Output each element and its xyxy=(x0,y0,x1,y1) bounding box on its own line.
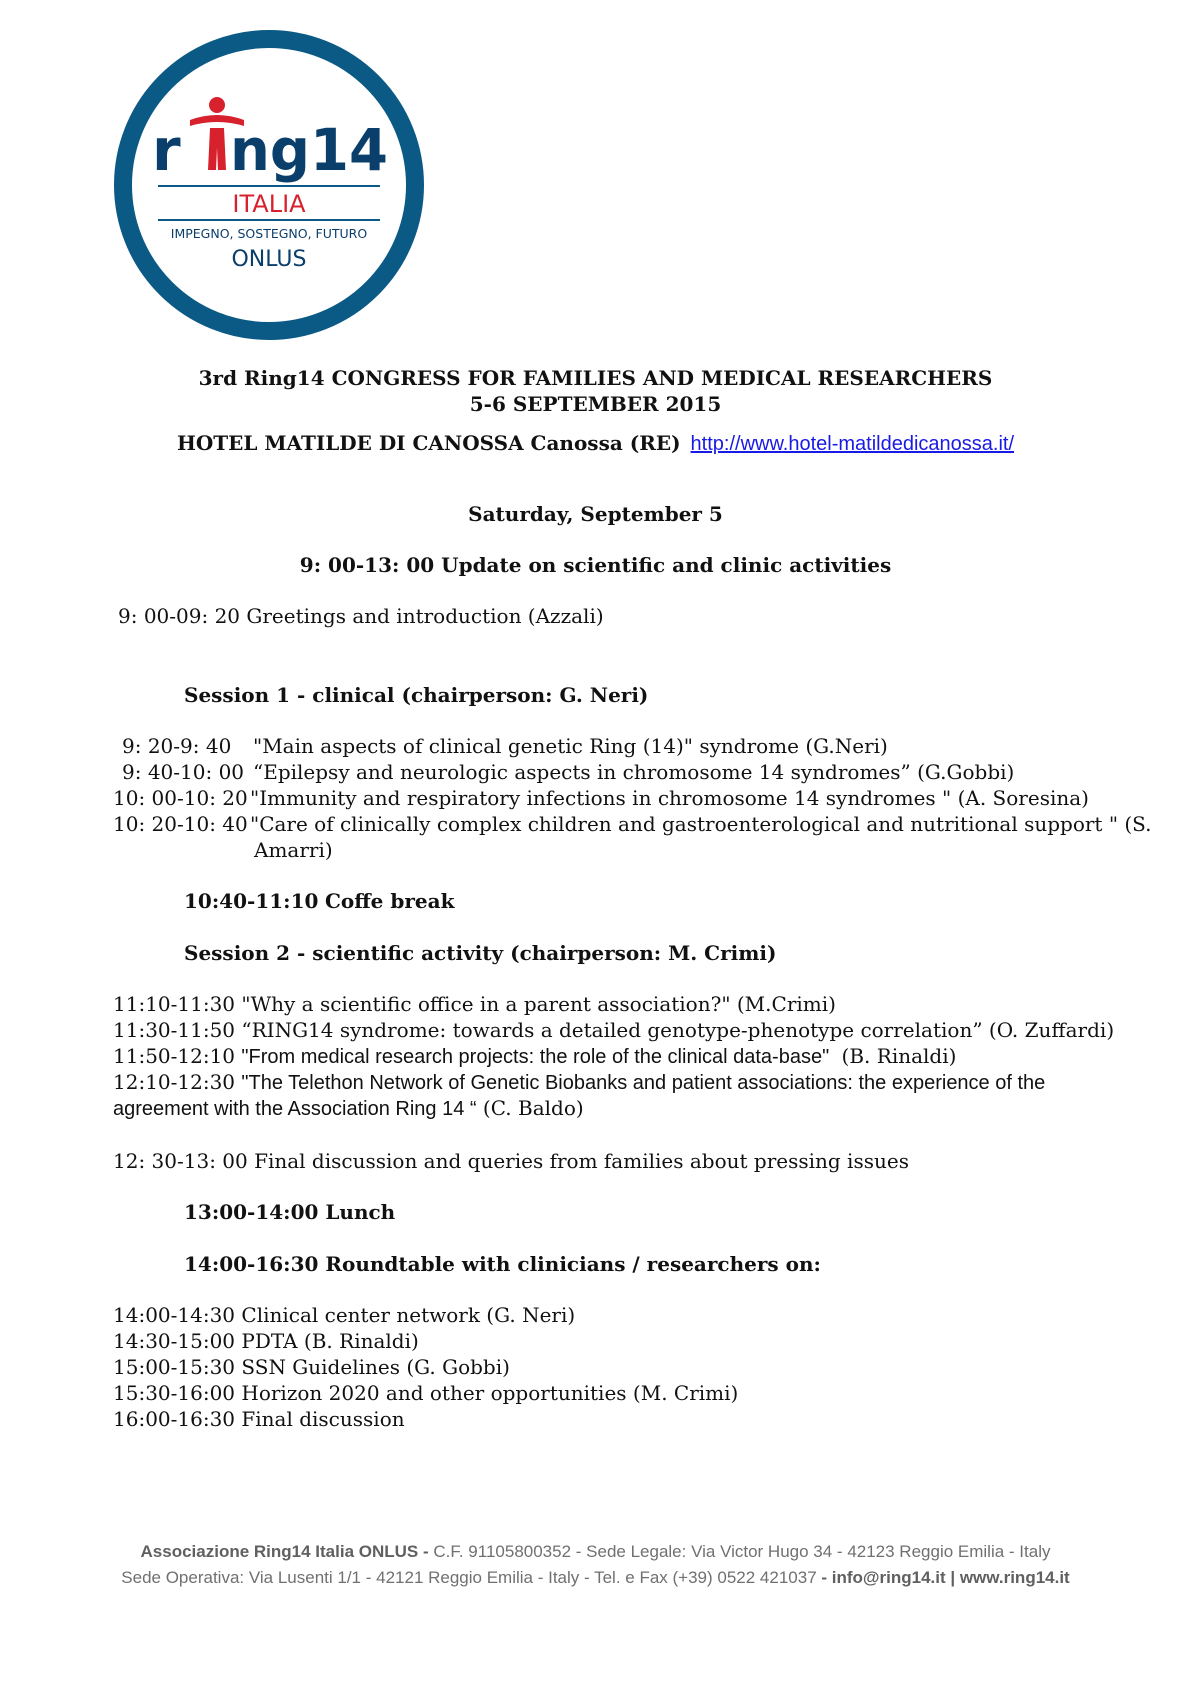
item-time: 11:50-12:10 xyxy=(113,1044,236,1068)
item-text: "Why a scientific office in a parent association?" (M.Crimi) xyxy=(241,992,836,1016)
item-author: (C. Baldo) xyxy=(482,1096,584,1120)
item-time: 9: 20-9: 40 xyxy=(122,734,232,758)
morning-block-heading: 9: 00-13: 00 Update on scientific and clinic activities xyxy=(299,553,892,577)
item-text: “RING14 syndrome: towards a detailed genotype-phenotype correlation” (O. Zuffardi) xyxy=(241,1018,1115,1042)
roundtable-item: 15:30-16:00 Horizon 2020 and other opportunities (M. Crimi) xyxy=(113,1381,739,1405)
session2-title: Session 2 - scientific activity (chairperson: M. Crimi) xyxy=(184,941,777,965)
session1-item xyxy=(122,734,888,758)
logo-brand-left: r xyxy=(152,116,181,184)
day-heading: Saturday, September 5 xyxy=(468,502,723,526)
venue-line xyxy=(0,431,1191,456)
item-author: (B. Rinaldi) xyxy=(841,1044,957,1068)
footer-legal-address: C.F. 91105800352 - Sede Legale: Via Victor Hugo 34 - 42123 Reggio Emilia - Italy xyxy=(428,1542,1051,1561)
item-time: 11:30-11:50 xyxy=(113,1018,236,1042)
final-discussion-item: 12: 30-13: 00 Final discussion and queries from families about pressing issues xyxy=(113,1149,909,1173)
item-time: 9: 40-10: 00 xyxy=(122,760,245,784)
session1-item-continuation: Amarri) xyxy=(254,838,333,862)
item-text: “Epilepsy and neurologic aspects in chromosome 14 syndromes” (G.Gobbi) xyxy=(253,760,1015,784)
item-text: "Immunity and respiratory infections in chromosome 14 syndromes " (A. Soresina) xyxy=(250,786,1089,810)
congress-title: 3rd Ring14 CONGRESS FOR FAMILIES AND MEDICAL RESEARCHERS xyxy=(198,366,993,390)
footer-line-2 xyxy=(0,1568,1191,1588)
footer-contacts[interactable]: - info@ring14.it | www.ring14.it xyxy=(821,1568,1070,1587)
session2-item xyxy=(113,992,836,1016)
logo-tagline: IMPEGNO, SOSTEGNO, FUTURO xyxy=(170,226,368,241)
lunch-heading: 13:00-14:00 Lunch xyxy=(184,1200,396,1224)
item-time: 12:10-12:30 xyxy=(113,1070,236,1094)
footer-org-name: Associazione Ring14 Italia ONLUS - xyxy=(140,1542,429,1561)
session1-item xyxy=(113,786,1089,810)
item-time: 11:10-11:30 xyxy=(113,992,236,1016)
item-text: "The Telethon Network of Genetic Biobanks and patient associations: the experience of the xyxy=(241,1072,1046,1094)
session2-item xyxy=(113,1044,956,1069)
session1-item xyxy=(122,760,1014,784)
logo-person-body-icon xyxy=(208,128,226,170)
congress-dates: 5-6 SEPTEMBER 2015 xyxy=(469,392,722,416)
ring14-logo xyxy=(114,30,424,340)
item-time: 10: 00-10: 20 xyxy=(113,786,248,810)
roundtable-item: 14:00-14:30 Clinical center network (G. Neri) xyxy=(113,1303,576,1327)
venue-name: HOTEL MATILDE DI CANOSSA Canossa (RE) xyxy=(176,431,681,455)
roundtable-item: 16:00-16:30 Final discussion xyxy=(113,1407,405,1431)
roundtable-title: 14:00-16:30 Roundtable with clinicians / researchers on: xyxy=(184,1252,821,1276)
logo-brand-right: ng14 xyxy=(230,116,388,184)
item-text: "From medical research projects: the role of the clinical data-base" xyxy=(241,1046,830,1068)
item-text: "Main aspects of clinical genetic Ring (14)" syndrome (G.Neri) xyxy=(253,734,888,758)
roundtable-item: 15:00-15:30 SSN Guidelines (G. Gobbi) xyxy=(113,1355,510,1379)
session2-item xyxy=(113,1018,1114,1042)
footer-operating-address: Sede Operativa: Via Lusenti 1/1 - 42121 Reggio Emilia - Italy - Tel. e Fax (+39) 0522 421037 xyxy=(121,1568,822,1587)
session1-title: Session 1 - clinical (chairperson: G. Neri) xyxy=(184,683,649,707)
greetings-item: 9: 00-09: 20 Greetings and introduction (Azzali) xyxy=(118,604,604,628)
break-time: 10:40-11:10 xyxy=(184,889,319,913)
item-time: 10: 20-10: 40 xyxy=(113,812,248,836)
roundtable-item: 14:30-15:00 PDTA (B. Rinaldi) xyxy=(113,1329,419,1353)
logo-org-type: ONLUS xyxy=(231,247,307,272)
venue-link[interactable]: http://www.hotel-matildedicanossa.it/ xyxy=(690,433,1015,455)
logo-person-head-icon xyxy=(209,97,225,113)
logo-graphic xyxy=(114,30,424,340)
session2-item xyxy=(113,1070,1045,1095)
item-continuation-text: agreement with the Association Ring 14 “ xyxy=(113,1098,477,1120)
item-text: "Care of clinically complex children and gastroenterological and nutritional support " (S. xyxy=(250,812,1152,836)
session2-item-continuation xyxy=(113,1096,584,1121)
logo-country: ITALIA xyxy=(232,190,306,218)
footer-line-1 xyxy=(0,1542,1191,1562)
session1-item xyxy=(113,812,1152,836)
break-label: Coffe break xyxy=(325,889,455,913)
coffee-break xyxy=(184,889,454,913)
